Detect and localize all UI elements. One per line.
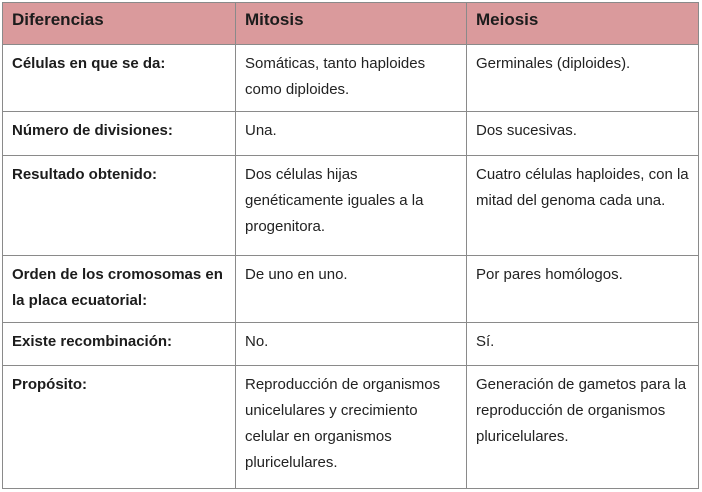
mitosis-cell: Dos células hijas genéticamente iguales a la progenitora. xyxy=(236,156,467,256)
mitosis-cell: Somáticas, tanto haploides como diploides. xyxy=(236,45,467,112)
table-header xyxy=(3,3,699,45)
table-row xyxy=(3,366,699,489)
meiosis-cell: Dos sucesivas. xyxy=(467,112,699,156)
mitosis-cell: De uno en uno. xyxy=(236,256,467,323)
row-label: Número de divisiones: xyxy=(3,112,236,156)
meiosis-cell: Germinales (diploides). xyxy=(467,45,699,112)
table-row xyxy=(3,156,699,256)
header-mitosis: Mitosis xyxy=(236,3,467,45)
row-label: Propósito: xyxy=(3,366,236,489)
header-meiosis: Meiosis xyxy=(467,3,699,45)
row-label: Resultado obtenido: xyxy=(3,156,236,256)
header-row xyxy=(3,3,699,45)
table-row xyxy=(3,45,699,112)
mitosis-meiosis-comparison-table xyxy=(2,2,699,489)
row-label: Orden de los cromosomas en la placa ecuatorial: xyxy=(3,256,236,323)
table-row xyxy=(3,256,699,323)
table-body xyxy=(3,45,699,489)
meiosis-cell: Sí. xyxy=(467,323,699,366)
mitosis-cell: Una. xyxy=(236,112,467,156)
row-label: Existe recombinación: xyxy=(3,323,236,366)
mitosis-cell: Reproducción de organismos unicelulares y crecimiento celular en organismos pluricelulares. xyxy=(236,366,467,489)
meiosis-cell: Generación de gametos para la reproducción de organismos pluricelulares. xyxy=(467,366,699,489)
table-row xyxy=(3,112,699,156)
table-row xyxy=(3,323,699,366)
row-label: Células en que se da: xyxy=(3,45,236,112)
meiosis-cell: Por pares homólogos. xyxy=(467,256,699,323)
meiosis-cell: Cuatro células haploides, con la mitad del genoma cada una. xyxy=(467,156,699,256)
mitosis-cell: No. xyxy=(236,323,467,366)
header-diferencias: Diferencias xyxy=(3,3,236,45)
comparison-table-container xyxy=(2,2,698,489)
